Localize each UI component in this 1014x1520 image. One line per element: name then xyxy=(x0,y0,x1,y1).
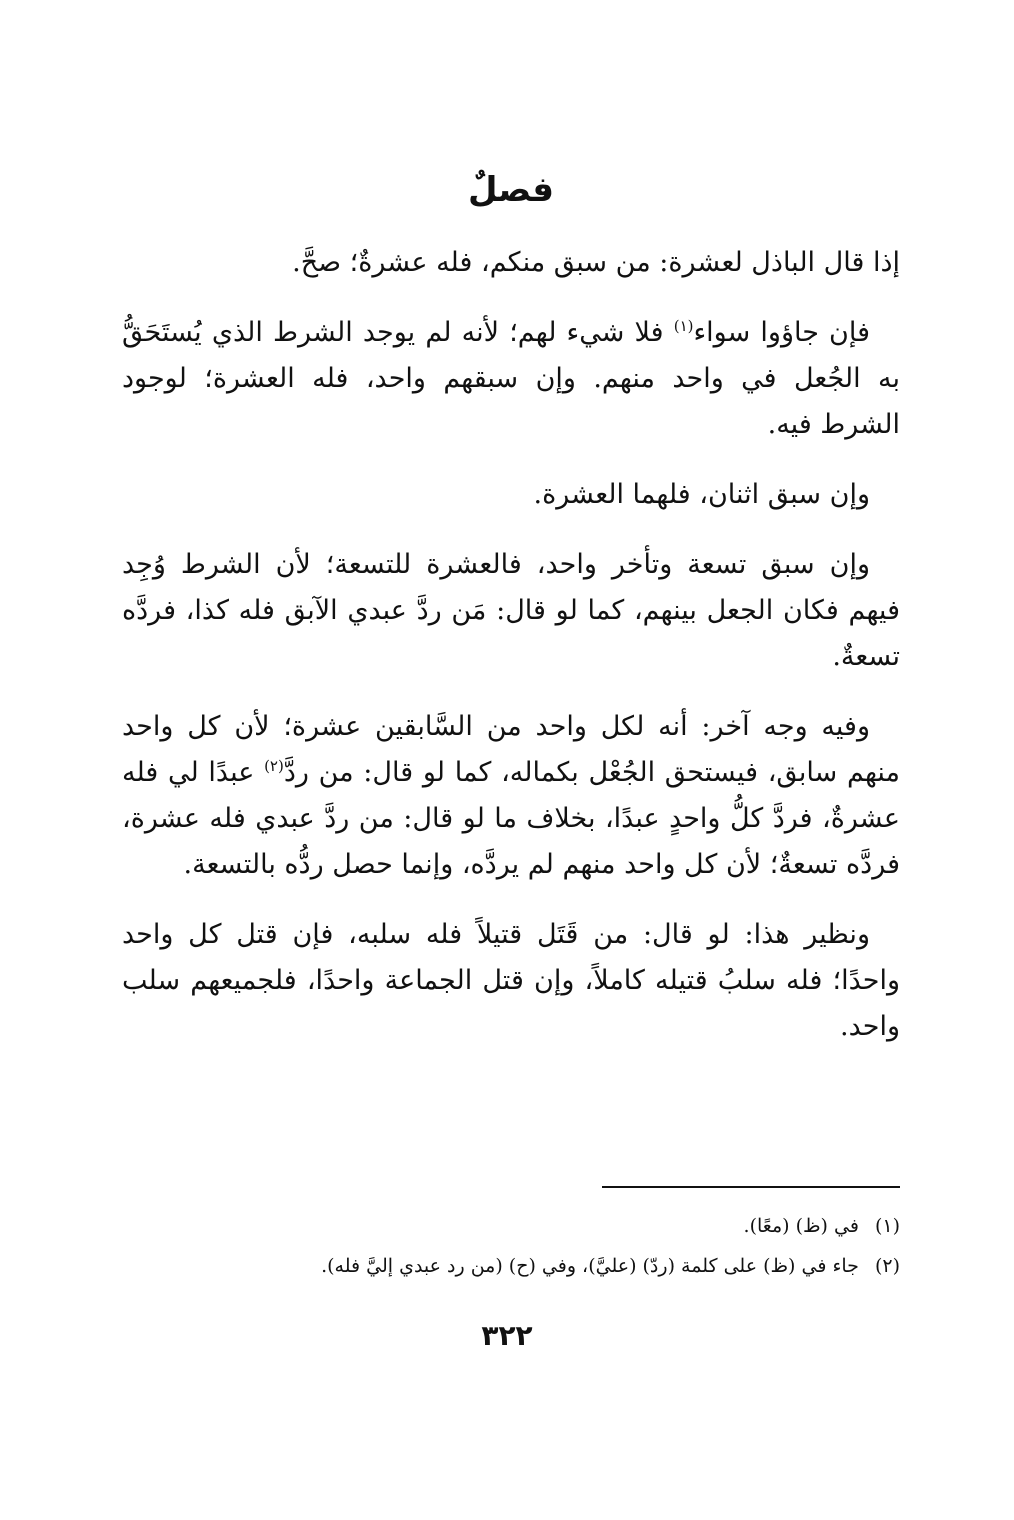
paragraph-3: وإن سبق اثنان، فلهما العشرة. xyxy=(533,479,870,510)
paragraph-4: وإن سبق تسعة وتأخر واحد، فالعشرة للتسعة؛ لأن الشرط وُجِد فيهم فكان الجعل بينهم، كما لو قال: مَن ردَّ عبدي الآبق فله كذا، فردَّه تسعةٌ. xyxy=(122,549,900,672)
paragraph-2-part-2: فلا شيء لهم؛ لأنه لم يوجد الشرط الذي يُستَحَقُّ به الجُعل في واحد منهم. وإن سبقهم واحد، فله العشرة؛ لوجود الشرط فيه. xyxy=(122,317,900,440)
footnote-2-text: جاء في (ظ) على كلمة (ردّ) (عليَّ)، وفي (ح) (من رد عبدي إليَّ فله). xyxy=(321,1255,859,1277)
paragraph-1: إذا قال الباذل لعشرة: من سبق منكم، فله عشرةٌ؛ صحَّ. xyxy=(292,247,900,278)
section-heading: فصلٌ xyxy=(467,170,555,210)
footnote-2-number: (٢) xyxy=(874,1255,900,1277)
footnote-marker-2: (٢) xyxy=(264,757,284,775)
paragraph-5 xyxy=(122,704,900,888)
footnote-1 xyxy=(122,1206,900,1246)
footnote-1-text: في (ظ) (معًا). xyxy=(743,1215,859,1237)
footnote-divider xyxy=(602,1186,900,1188)
page-number: ٣٢٢ xyxy=(481,1319,533,1352)
paragraph-2 xyxy=(122,310,900,448)
paragraph-5-part-2: عبدًا لي فله عشرةٌ، فردَّ كلُّ واحدٍ عبدًا، بخلاف ما لو قال: من ردَّ عبدي فله عشرة، فردَّه تسعةٌ؛ لأن كل واحد منهم لم يردَّه، وإنما حصل ردُّه بالتسعة. xyxy=(122,757,900,880)
footnote-2 xyxy=(122,1246,900,1286)
footnote-marker-1: (١) xyxy=(673,317,694,335)
paragraph-2-part-1: فإن جاؤوا سواء xyxy=(693,317,870,348)
footnote-1-number: (١) xyxy=(874,1215,900,1237)
page-body xyxy=(122,160,900,1074)
paragraph-5-part-1: وفيه وجه آخر: أنه لكل واحد من السَّابقين عشرة؛ لأن كل واحد منهم سابق، فيستحق الجُعْل بكماله، كما لو قال: من ردَّ xyxy=(122,711,900,788)
paragraph-6: ونظير هذا: لو قال: من قَتَل قتيلاً فله سلبه، فإن قتل كل واحد واحدًا؛ فله سلبُ قتيله كاملاً، وإن قتل الجماعة واحدًا، فلجميعهم سلب واحد. xyxy=(122,919,900,1042)
footnotes xyxy=(122,1206,900,1286)
